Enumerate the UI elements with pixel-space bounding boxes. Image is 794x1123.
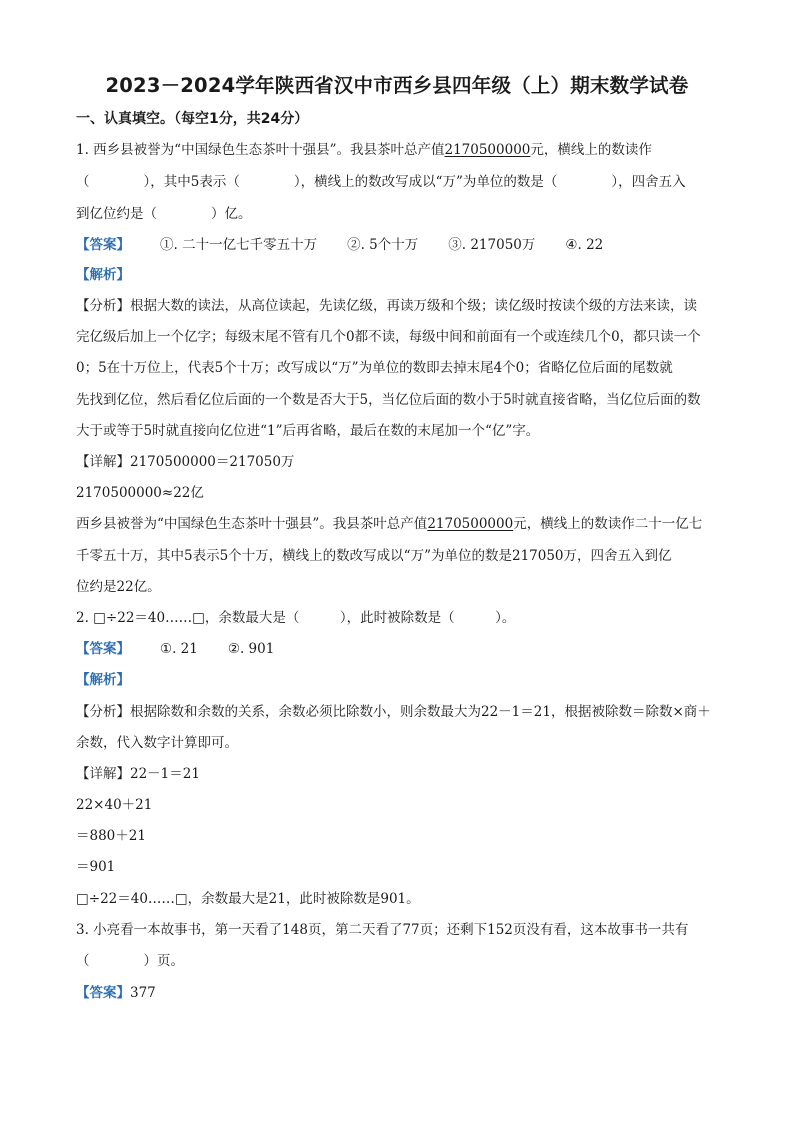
q2-calc-2: ＝880＋21 xyxy=(76,828,146,844)
q2-analysis-1: 【分析】根据除数和余数的关系，余数必须比除数小，则余数最大为22－1＝21，根据被除数＝除数×商＋ xyxy=(76,704,711,720)
page-title: 2023－2024学年陕西省汉中市西乡县四年级（上）期末数学试卷 xyxy=(105,74,689,97)
detail-tag: 【详解】 xyxy=(76,454,130,470)
answer-tag: 【答案】 xyxy=(76,237,130,253)
q1-answer-3: ③. 217050万 xyxy=(448,237,536,253)
q1-detail-1: 【详解】2170500000＝217050万 xyxy=(76,454,295,470)
analysis-tag: 【分析】 xyxy=(76,298,130,314)
q1-underlined-number: 2170500000 xyxy=(444,142,531,158)
q1-analysis-4: 先找到亿位，然后看亿位后面的一个数是否大于5，当亿位后面的数小于5时就直接省略，当亿位后面的数 xyxy=(76,392,701,408)
q1-conclusion-1: 西乡县被誉为“中国绿色生态茶叶十强县”。我县茶叶总产值2170500000元，横线上的数读作二十一亿七 xyxy=(76,516,703,532)
q1-answer-4: ④. 22 xyxy=(565,237,604,253)
q3-line-1: 3. 小亮看一本故事书，第一天看了148页，第二天看了77页；还剩下152页没有看，这本故事书一共有 xyxy=(76,922,689,938)
q2-question: 2. □÷22＝40……□，余数最大是（ ），此时被除数是（ ）。 xyxy=(76,610,516,626)
q1-detail-2: 2170500000≈22亿 xyxy=(76,485,204,501)
answer-tag: 【答案】 xyxy=(76,641,130,657)
q1-line-1: 1. 西乡县被誉为“中国绿色生态茶叶十强县”。我县茶叶总产值2170500000元，横线上的数读作 xyxy=(76,142,652,158)
q2-answer-2: ②. 901 xyxy=(227,641,275,657)
q1-answer-1: ①. 二十一亿七千零五十万 xyxy=(160,237,318,253)
q1-analysis-5: 大于或等于5时就直接向亿位进“1”后再省略，最后在数的末尾加一个“亿”字。 xyxy=(76,423,540,439)
q2-answer-1: ①. 21 xyxy=(160,641,198,657)
q1-jiexi: 【解析】 xyxy=(76,267,130,283)
q1-conclusion-2: 千零五十万，其中5表示5个十万，横线上的数改写成以“万”为单位的数是217050万，四舍五入到亿 xyxy=(76,548,672,564)
analysis-tag: 【分析】 xyxy=(76,704,130,720)
q2-calc-3: ＝901 xyxy=(76,859,116,875)
q3-answer-value: 377 xyxy=(130,985,156,1001)
q2-answer xyxy=(76,639,274,659)
q1-answer xyxy=(76,235,603,255)
q2-analysis-2: 余数，代入数字计算即可。 xyxy=(76,735,238,751)
q3-answer xyxy=(76,983,156,1003)
q2-jiexi: 【解析】 xyxy=(76,672,130,688)
q1-analysis-3: 0；5在十万位上，代表5个十万；改写成以“万”为单位的数即去掉末尾4个0；省略亿位后面的尾数就 xyxy=(76,360,673,376)
q1-conclusion-3: 位约是22亿。 xyxy=(76,579,161,595)
q1-analysis-1: 【分析】根据大数的读法，从高位读起，先读亿级，再读万级和个级；读亿级时按读个级的方法来读，读 xyxy=(76,298,697,314)
q3-line-2: （ ）页。 xyxy=(76,953,184,969)
q1-analysis-2: 完亿级后加上一个亿字；每级末尾不管有几个0都不读，每级中间和前面有一个或连续几个0，都只读一个 xyxy=(76,329,701,345)
q2-conclusion: □÷22＝40……□，余数最大是21，此时被除数是901。 xyxy=(76,891,420,907)
section-heading: 一、认真填空。（每空1分，共24分） xyxy=(76,111,309,127)
q2-calc-1: 22×40＋21 xyxy=(76,797,153,813)
q1-line-3: 到亿位约是（ ）亿。 xyxy=(76,206,252,222)
q1-line-2: （ ），其中5表示（ ），横线上的数改写成以“万”为单位的数是（ ），四舍五入 xyxy=(76,174,686,190)
answer-tag: 【答案】 xyxy=(76,985,130,1001)
q2-detail-1: 【详解】22－1＝21 xyxy=(76,766,200,782)
q1-answer-2: ②. 5个十万 xyxy=(347,237,419,253)
detail-tag: 【详解】 xyxy=(76,766,130,782)
